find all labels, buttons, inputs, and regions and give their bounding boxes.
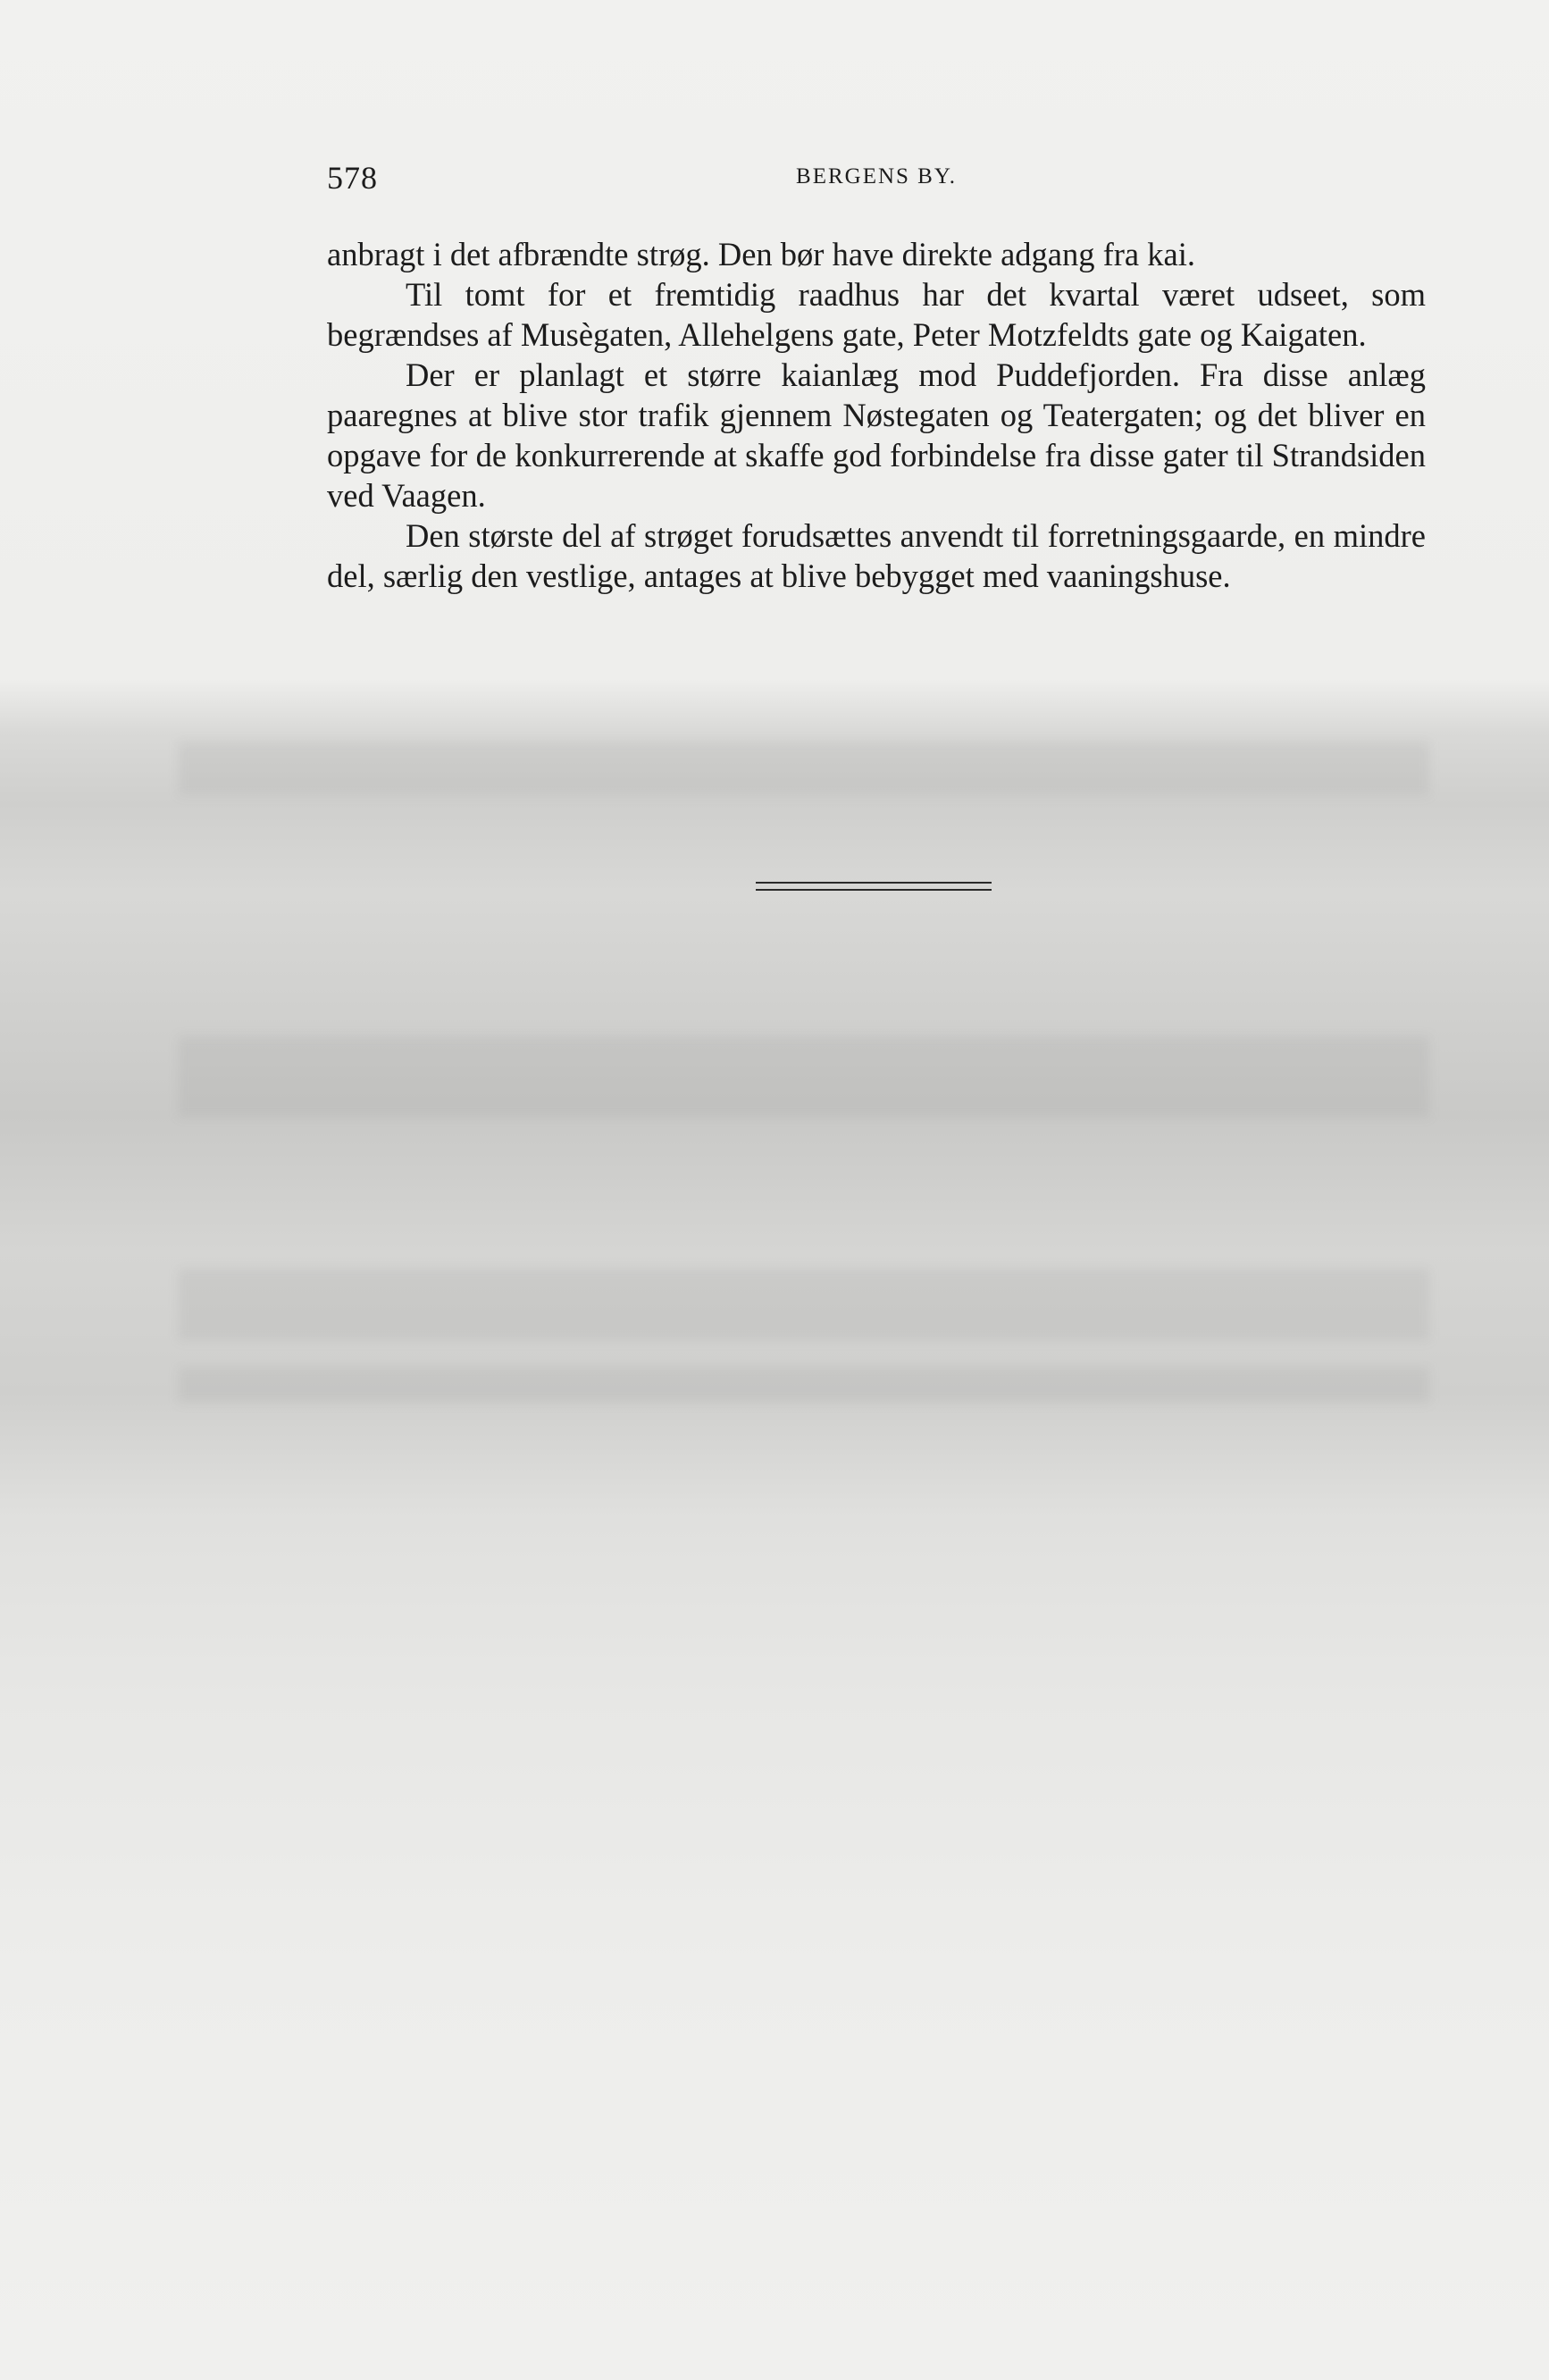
body-text (327, 234, 1426, 596)
section-divider (756, 882, 992, 892)
paragraph: Der er planlagt et større kaianlæg mod Puddefjorden. Fra disse anlæg paaregnes at blive stor trafik gjennem Nøstegaten og Teatergaten; og det bliver en opgave for de konkurrerende at skaffe god forbindelse fra disse gater til Strandsiden ved Vaagen. (327, 356, 1426, 514)
page-header (327, 159, 1426, 204)
paragraph: Til tomt for et fremtidig raadhus har det kvartal været udseet, som begrændses af Musègaten, Allehelgens gate, Peter Motzfeldts gate og Kaigaten. (327, 276, 1426, 353)
running-head: BERGENS BY. (796, 164, 957, 189)
page-number: 578 (327, 160, 378, 196)
divider-rule (756, 882, 992, 884)
bleed-through-band (179, 1269, 1429, 1340)
bleed-through-band (179, 1036, 1429, 1117)
paragraph: Den største del af strøget forudsættes anvendt til forretningsgaarde, en mindre del, særlig den vestlige, antages at blive bebygget med vaaningshuse. (327, 517, 1426, 594)
bleed-through-band (179, 1367, 1429, 1403)
bleed-through-band (179, 742, 1429, 795)
divider-rule (756, 889, 992, 891)
paragraph: anbragt i det afbrændte strøg. Den bør have direkte adgang fra kai. (327, 236, 1195, 272)
